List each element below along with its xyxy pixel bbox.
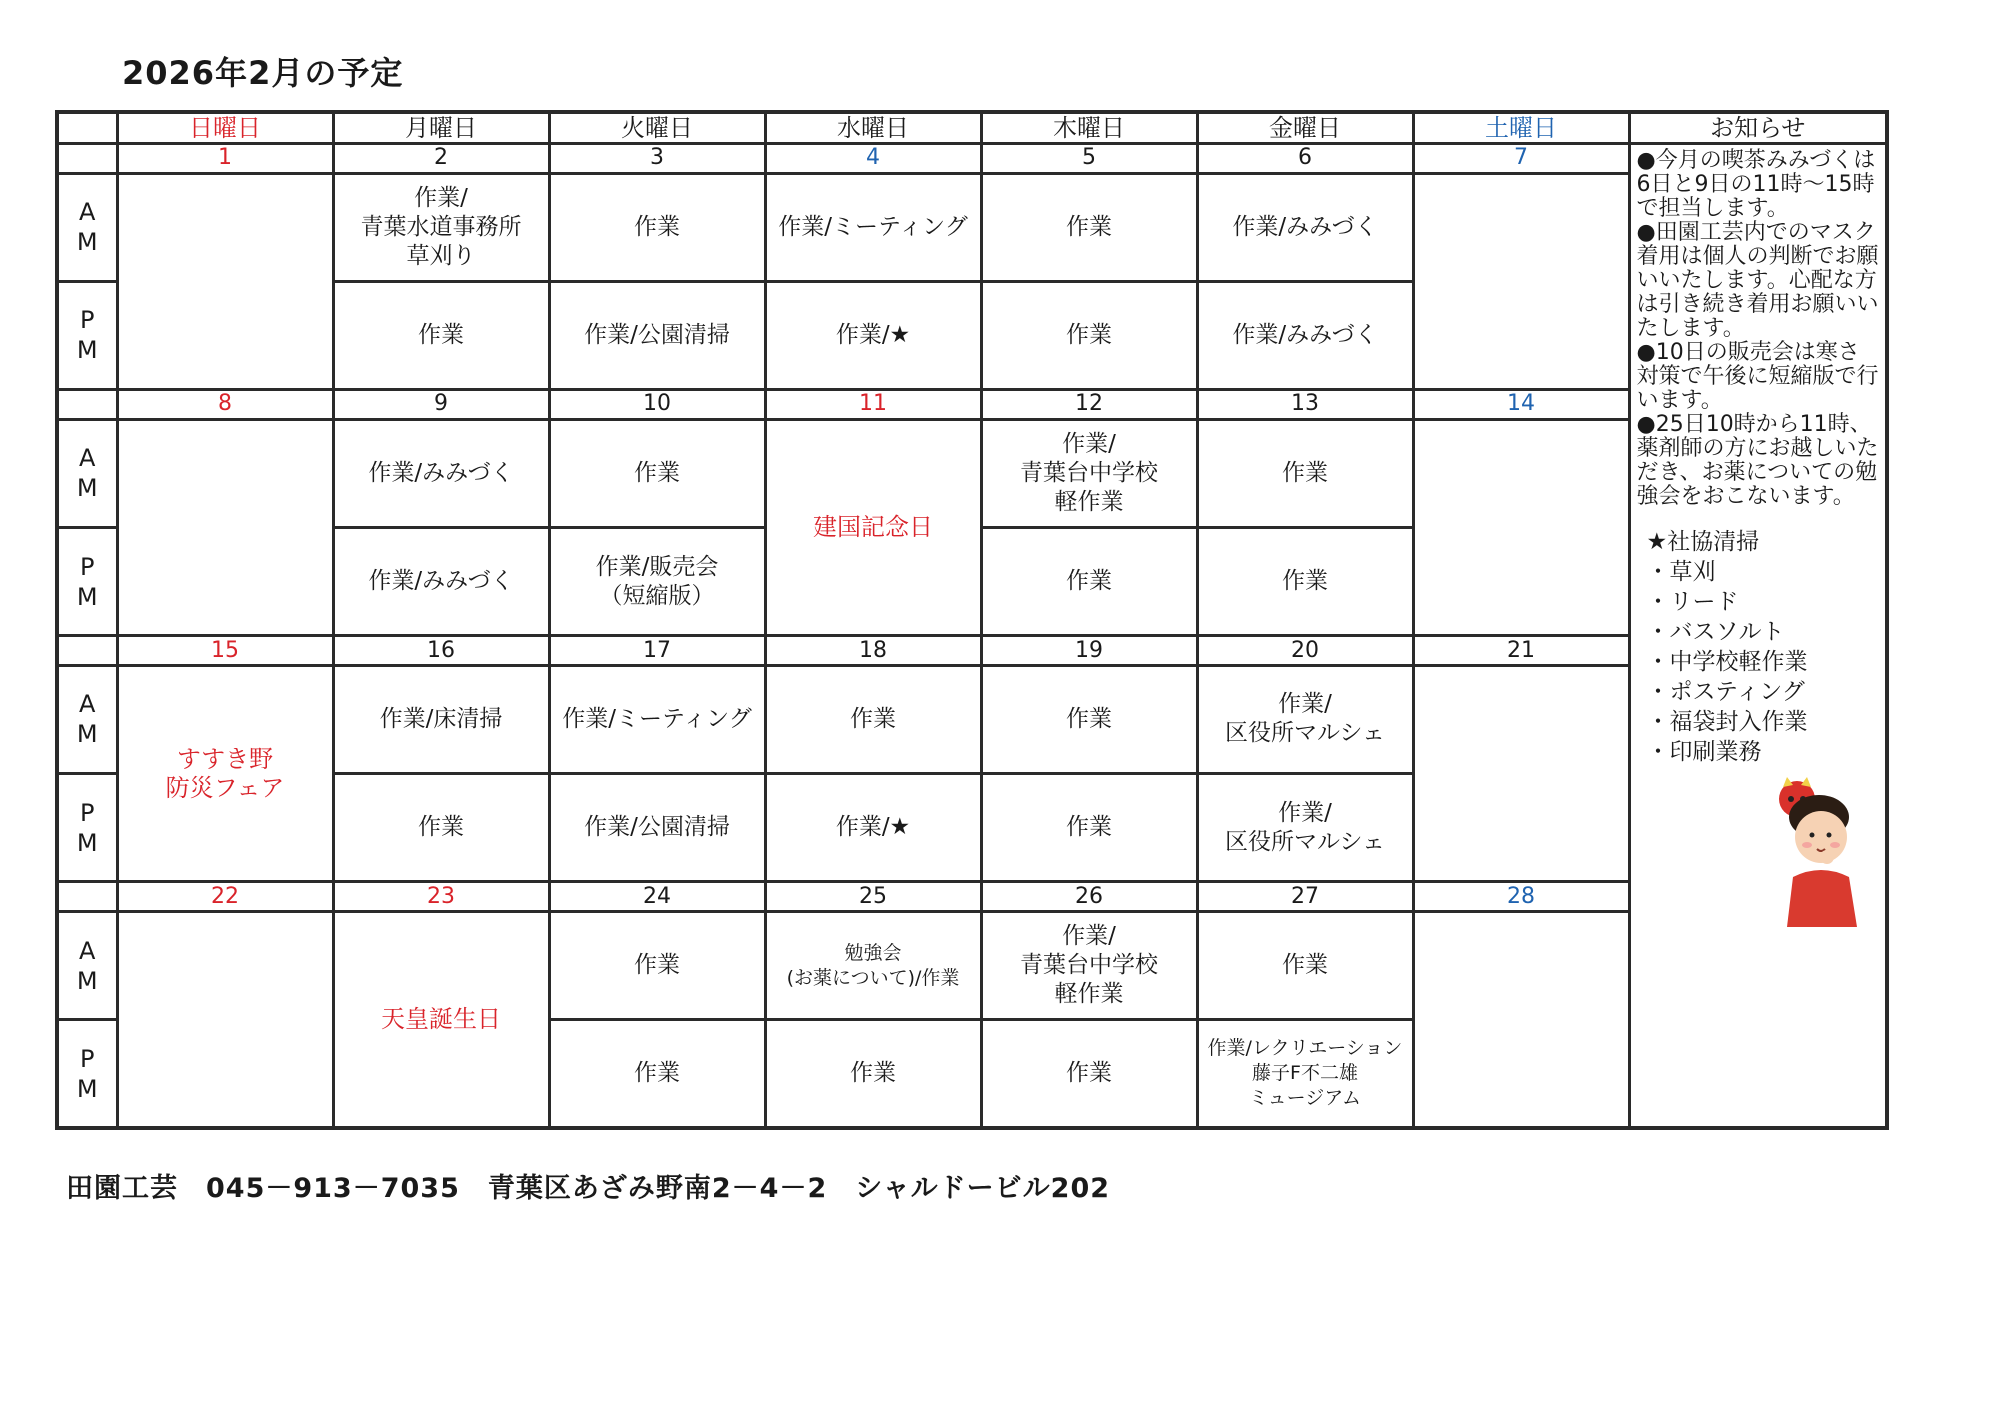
schedule-cell: 作業 — [549, 173, 765, 281]
pm-label: P M — [57, 281, 117, 389]
holiday-cell: 建国記念日 — [765, 419, 981, 636]
schedule-cell: 作業/みみづく — [333, 527, 549, 635]
weekday-header-row — [57, 112, 1887, 144]
date-cell: 6 — [1197, 144, 1413, 174]
legend-item: ・ポスティング — [1646, 679, 1805, 705]
day-cell-empty — [117, 911, 333, 1128]
date-cell: 15 — [117, 636, 333, 666]
legend-item: ・リード — [1646, 589, 1739, 615]
date-cell: 23 — [333, 882, 549, 912]
legend-item: ・印刷業務 — [1646, 739, 1762, 765]
date-cell: 13 — [1197, 390, 1413, 420]
schedule-cell: 作業/ミーティング — [765, 173, 981, 281]
footer-contact: 田園工芸 045－913－7035 青葉区あざみ野南2－4－2 シャルドービル202 — [66, 1173, 1111, 1204]
schedule-cell: 作業 — [981, 527, 1197, 635]
schedule-cell: 作業/ミーティング — [549, 665, 765, 773]
schedule-cell: 作業/レクリエーション 藤子F不二雄 ミュージアム — [1197, 1020, 1413, 1128]
notice-item: ●今月の喫茶みみづくは6日と9日の11時～15時で担当します。 — [1636, 148, 1876, 221]
day-cell-empty — [1413, 911, 1629, 1128]
date-cell: 3 — [549, 144, 765, 174]
date-cell: 11 — [765, 390, 981, 420]
date-cell: 8 — [117, 390, 333, 420]
schedule-cell: 作業 — [549, 1020, 765, 1128]
schedule-cell: 作業 — [981, 281, 1197, 389]
date-cell: 1 — [117, 144, 333, 174]
date-cell: 4 — [765, 144, 981, 174]
schedule-cell: 作業/みみづく — [1197, 281, 1413, 389]
event-cell: すすき野 防災フェア — [117, 665, 333, 882]
date-row — [57, 390, 1887, 420]
schedule-cell: 作業 — [549, 911, 765, 1019]
am-label: A M — [57, 419, 117, 527]
legend-item: ・中学校軽作業 — [1646, 649, 1808, 675]
schedule-cell: 作業/ 青葉台中学校 軽作業 — [981, 911, 1197, 1019]
header-monday: 月曜日 — [333, 112, 549, 144]
am-row — [57, 419, 1887, 527]
calendar-table — [55, 110, 1889, 1130]
schedule-cell: 作業/ 区役所マルシェ — [1197, 774, 1413, 882]
header-wednesday: 水曜日 — [765, 112, 981, 144]
day-cell-empty — [1413, 173, 1629, 390]
date-cell: 10 — [549, 390, 765, 420]
date-row — [57, 882, 1887, 912]
pm-label: P M — [57, 1020, 117, 1128]
schedule-cell: 作業 — [333, 281, 549, 389]
am-row — [57, 173, 1887, 281]
schedule-cell: 勉強会 (お薬について)/作業 — [765, 911, 981, 1019]
date-cell: 27 — [1197, 882, 1413, 912]
legend-item: ・草刈 — [1646, 559, 1716, 585]
notice-item: ●25日10時から11時、薬剤師の方にお越しいただき、お薬についての勉強会をおこないます。 — [1636, 412, 1879, 509]
date-cell: 17 — [549, 636, 765, 666]
date-cell: 19 — [981, 636, 1197, 666]
schedule-cell: 作業 — [1197, 911, 1413, 1019]
date-cell: 9 — [333, 390, 549, 420]
schedule-cell: 作業/みみづく — [1197, 173, 1413, 281]
date-cell: 20 — [1197, 636, 1413, 666]
header-thursday: 木曜日 — [981, 112, 1197, 144]
schedule-cell: 作業/ 青葉台中学校 軽作業 — [981, 419, 1197, 527]
date-cell: 24 — [549, 882, 765, 912]
schedule-cell: 作業 — [981, 774, 1197, 882]
header-tuesday: 火曜日 — [549, 112, 765, 144]
header-sunday: 日曜日 — [117, 112, 333, 144]
date-cell: 18 — [765, 636, 981, 666]
schedule-cell: 作業 — [981, 1020, 1197, 1128]
date-cell: 2 — [333, 144, 549, 174]
schedule-cell: 作業/公園清掃 — [549, 281, 765, 389]
day-cell-empty — [1413, 665, 1629, 882]
schedule-cell: 作業/床清掃 — [333, 665, 549, 773]
date-cell: 28 — [1413, 882, 1629, 912]
date-row — [57, 636, 1887, 666]
schedule-cell: 作業 — [981, 173, 1197, 281]
notice-item: ●10日の販売会は寒さ対策で午後に短縮版で行います。 — [1636, 340, 1879, 413]
schedule-cell: 作業/ 区役所マルシェ — [1197, 665, 1413, 773]
legend-title: ★社協清掃 — [1646, 529, 1760, 555]
date-cell: 14 — [1413, 390, 1629, 420]
schedule-cell: 作業/★ — [765, 281, 981, 389]
schedule-cell: 作業 — [549, 419, 765, 527]
date-row — [57, 144, 1887, 174]
schedule-cell: 作業 — [765, 1020, 981, 1128]
date-cell: 7 — [1413, 144, 1629, 174]
pm-label: P M — [57, 774, 117, 882]
schedule-cell: 作業 — [333, 774, 549, 882]
day-cell-empty — [117, 419, 333, 636]
header-friday: 金曜日 — [1197, 112, 1413, 144]
date-cell: 25 — [765, 882, 981, 912]
am-label: A M — [57, 911, 117, 1019]
schedule-cell: 作業/ 青葉水道事務所 草刈り — [333, 173, 549, 281]
date-cell: 21 — [1413, 636, 1629, 666]
date-cell: 22 — [117, 882, 333, 912]
am-row — [57, 911, 1887, 1019]
corner-cell — [57, 112, 117, 144]
schedule-cell: 作業 — [981, 665, 1197, 773]
pm-label: P M — [57, 527, 117, 635]
day-cell-empty — [1413, 419, 1629, 636]
date-cell: 5 — [981, 144, 1197, 174]
day-cell-empty — [117, 173, 333, 390]
notice-panel — [1629, 144, 1887, 1129]
am-label: A M — [57, 665, 117, 773]
schedule-cell: 作業 — [765, 665, 981, 773]
schedule-cell: 作業/公園清掃 — [549, 774, 765, 882]
cleaning-legend — [1637, 527, 1880, 767]
am-row — [57, 665, 1887, 773]
holiday-cell: 天皇誕生日 — [333, 911, 549, 1128]
header-notices: お知らせ — [1629, 112, 1887, 144]
date-cell: 16 — [333, 636, 549, 666]
legend-item: ・バスソルト — [1646, 619, 1785, 645]
legend-item: ・福袋封入作業 — [1646, 709, 1808, 735]
date-cell: 12 — [981, 390, 1197, 420]
am-label: A M — [57, 173, 117, 281]
header-saturday: 土曜日 — [1413, 112, 1629, 144]
notice-item: ●田園工芸内でのマスク着用は個人の判断でお願いいたします。心配な方は引き続き着用お願いいたします。 — [1636, 220, 1879, 341]
schedule-cell: 作業/★ — [765, 774, 981, 882]
schedule-cell: 作業 — [1197, 419, 1413, 527]
schedule-cell: 作業 — [1197, 527, 1413, 635]
schedule-cell: 作業/販売会 （短縮版） — [549, 527, 765, 635]
schedule-cell: 作業/みみづく — [333, 419, 549, 527]
child-with-oni-mask-icon — [1767, 777, 1867, 927]
date-cell: 26 — [981, 882, 1197, 912]
page-title: 2026年2月の予定 — [122, 54, 404, 92]
